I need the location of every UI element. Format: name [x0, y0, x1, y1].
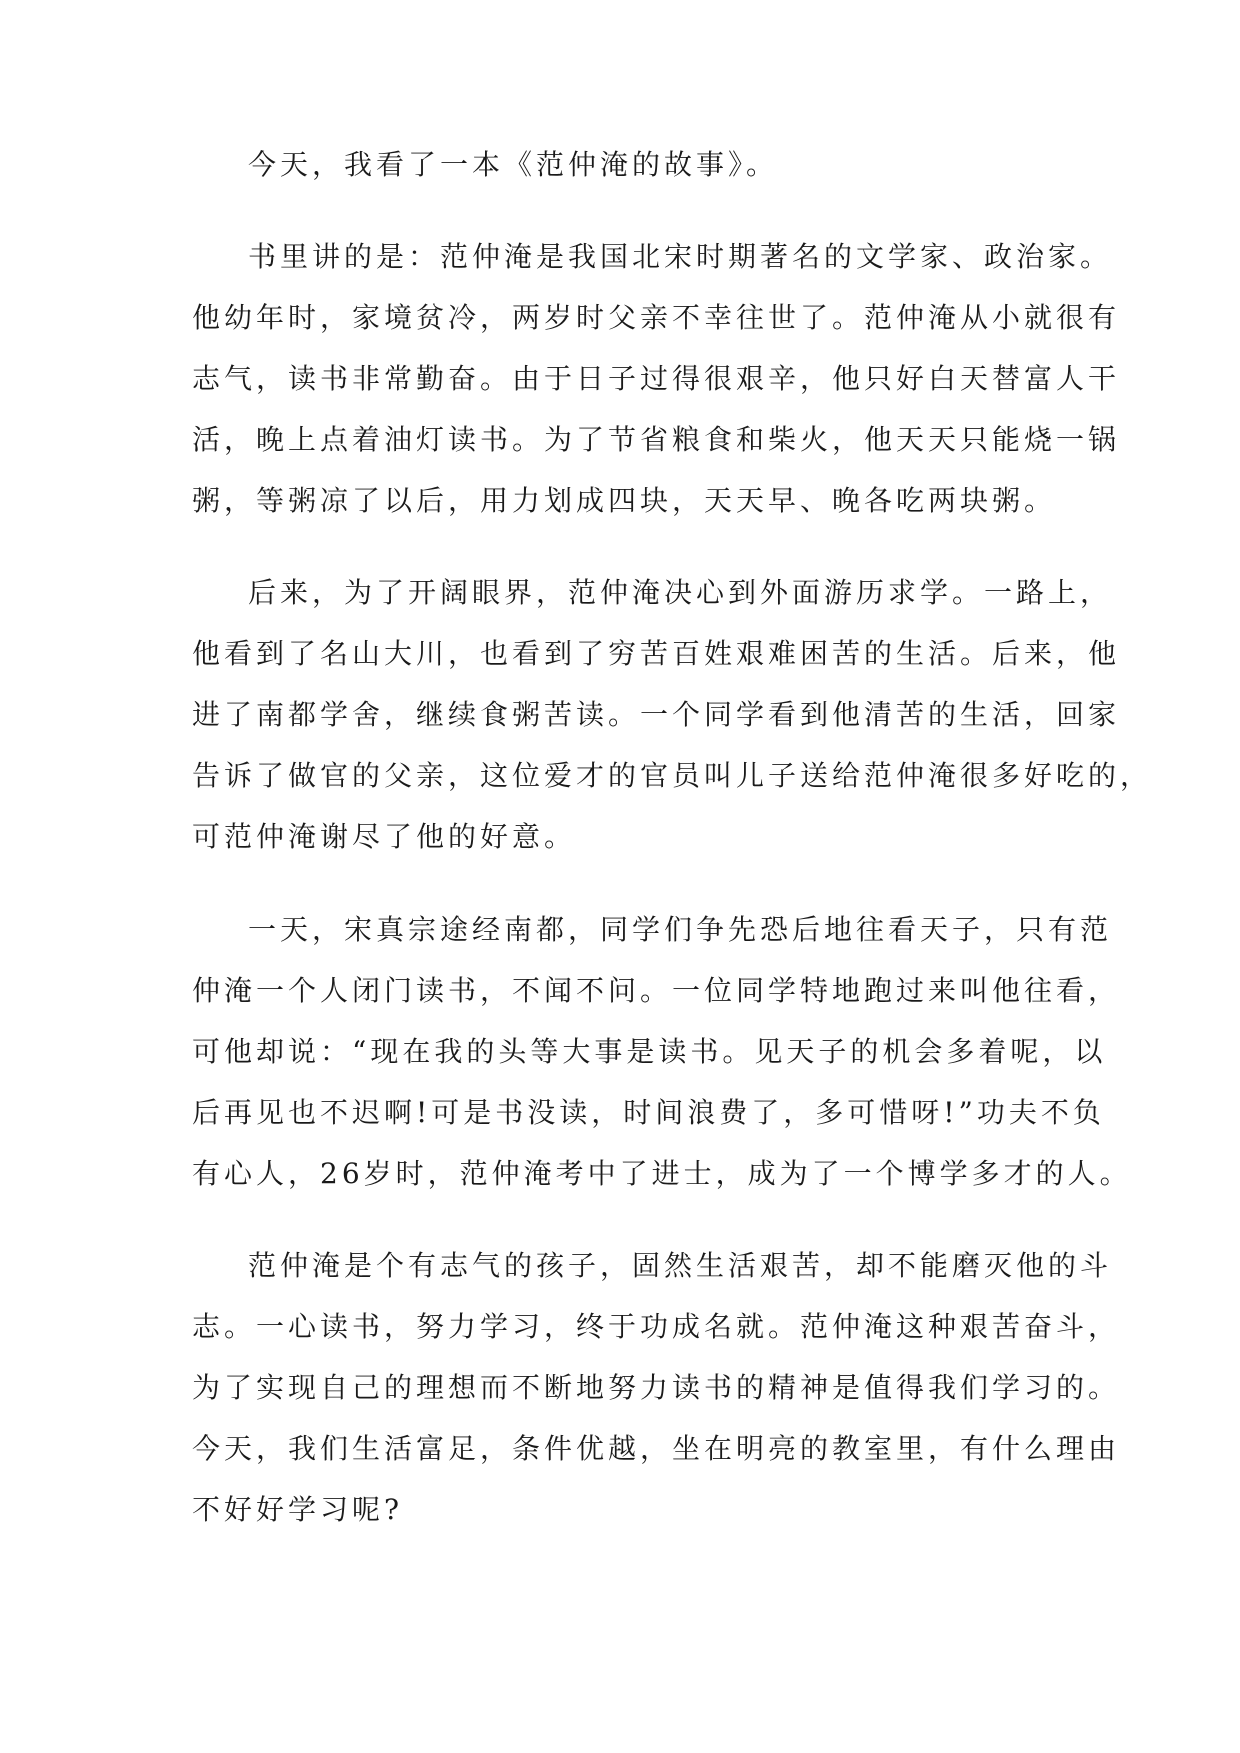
paragraph-2-line-2: 他幼年时，家境贫冷，两岁时父亲不幸往世了。范仲淹从小就很有	[192, 301, 1121, 334]
paragraph-4-line-3: 可他却说：“现在我的头等大事是读书。见天子的机会多着呢，以	[192, 1035, 1107, 1068]
paragraph-2-line-3: 志气，读书非常勤奋。由于日子过得很艰辛，他只好白天替富人干	[192, 362, 1121, 395]
paragraph-4-line-4: 后再见也不迟啊!可是书没读，时间浪费了，多可惜呀!”功夫不负	[192, 1096, 1105, 1129]
paragraph-3-line-4: 告诉了做官的父亲，这位爱才的官员叫儿子送给范仲淹很多好吃的，	[192, 759, 1153, 792]
paragraph-5-line-2: 志。一心读书，努力学习，终于功成名就。范仲淹这种艰苦奋斗，	[192, 1310, 1121, 1343]
paragraph-2-line-4: 活，晚上点着油灯读书。为了节省粮食和柴火，他天天只能烧一锅	[192, 423, 1121, 456]
paragraph-5-line-1: 范仲淹是个有志气的孩子，固然生活艰苦，却不能磨灭他的斗	[248, 1249, 1113, 1282]
paragraph-2-line-5: 粥，等粥凉了以后，用力划成四块，天天早、晚各吃两块粥。	[192, 484, 1057, 517]
paragraph-3-line-1: 后来，为了开阔眼界，范仲淹决心到外面游历求学。一路上，	[248, 576, 1113, 609]
paragraph-3-line-3: 进了南都学舍，继续食粥苦读。一个同学看到他清苦的生活，回家	[192, 698, 1121, 731]
paragraph-5-line-5: 不好好学习呢?	[192, 1493, 404, 1526]
paragraph-5-line-4: 今天，我们生活富足，条件优越，坐在明亮的教室里，有什么理由	[192, 1432, 1121, 1465]
paragraph-2-line-1: 书里讲的是：范仲淹是我国北宋时期著名的文学家、政治家。	[248, 240, 1113, 273]
paragraph-4-line-5: 有心人，26岁时，范仲淹考中了进士，成为了一个博学多才的人。	[192, 1157, 1132, 1190]
paragraph-4-line-1: 一天，宋真宗途经南都，同学们争先恐后地往看天子，只有范	[248, 913, 1113, 946]
paragraph-4-line-2: 仲淹一个人闭门读书，不闻不问。一位同学特地跑过来叫他往看，	[192, 974, 1121, 1007]
paragraph-1-line-1: 今天，我看了一本《范仲淹的故事》。	[248, 148, 779, 181]
paragraph-5-line-3: 为了实现自己的理想而不断地努力读书的精神是值得我们学习的。	[192, 1371, 1121, 1404]
paragraph-3-line-2: 他看到了名山大川，也看到了穷苦百姓艰难困苦的生活。后来，他	[192, 637, 1121, 670]
paragraph-3-line-5: 可范仲淹谢尽了他的好意。	[192, 820, 577, 853]
